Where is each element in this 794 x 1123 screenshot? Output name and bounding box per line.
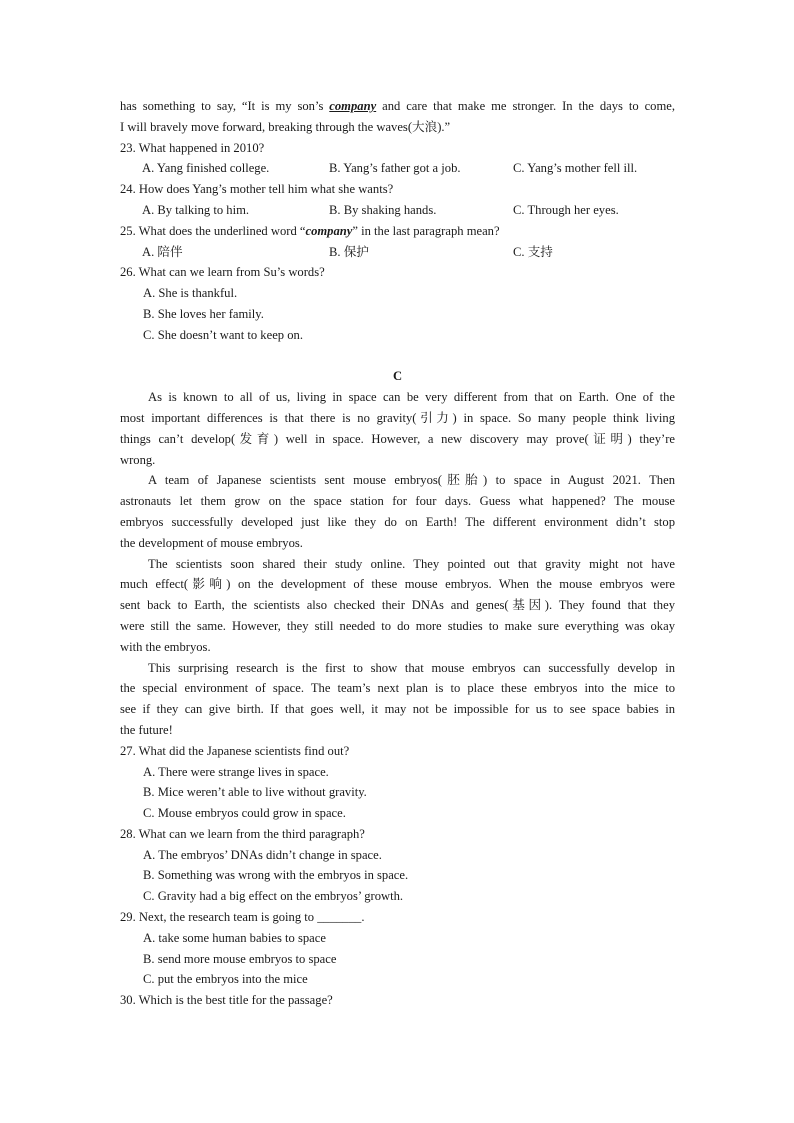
question-23-stem: 23. What happened in 2010? xyxy=(120,140,265,155)
question-23-option-a[interactable]: A. Yang finished college. xyxy=(142,161,270,176)
passage-p4-line: the special environment of space. The team’s next plan is to place these embryos into the mice to xyxy=(120,681,675,696)
question-23-option-c[interactable]: C. Yang’s mother fell ill. xyxy=(513,161,638,176)
exam-page xyxy=(120,96,675,1011)
question-24-option-a[interactable]: A. By talking to him. xyxy=(142,202,250,217)
question-25-options xyxy=(120,242,675,263)
question-29-option-b[interactable]: B. send more mouse embryos to space xyxy=(143,951,337,966)
passage-p1-line: As is known to all of us, living in space can be very different from that on Earth. One of the xyxy=(148,390,675,405)
intro-line-1: has something to say, “It is my son’s company and care that make me stronger. In the days to come, xyxy=(120,99,675,113)
passage-p2-line: embryos successfully developed just like they do on Earth! The different environment didn’t stop xyxy=(120,514,675,529)
passage-p4-line: This surprising research is the first to show that mouse embryos can successfully develop in xyxy=(148,660,675,675)
question-26-option-b[interactable]: B. She loves her family. xyxy=(143,306,264,321)
quoted-word-company: company xyxy=(305,223,353,238)
question-26-stem: 26. What can we learn from Su’s words? xyxy=(120,265,325,280)
passage-p3-line: The scientists soon shared their study online. They pointed out that gravity might not have xyxy=(148,556,675,571)
question-23-options xyxy=(120,158,675,179)
question-26-option-c[interactable]: C. She doesn’t want to keep on. xyxy=(143,327,303,342)
passage-p3-line: were still the same. However, they still needed to do more studies to make sure everything was okay xyxy=(120,618,675,633)
underlined-word-company: company xyxy=(329,99,377,113)
question-26-option-a[interactable]: A. She is thankful. xyxy=(143,286,238,301)
question-29-stem: 29. Next, the research team is going to _______. xyxy=(120,910,365,925)
section-c-heading: C xyxy=(392,369,403,384)
question-24-options xyxy=(120,200,675,221)
passage-p4-line: see if they can give birth. If that goes well, it may not be impossible for us to see space babies in xyxy=(120,702,675,717)
question-23-option-b[interactable]: B. Yang’s father got a job. xyxy=(329,161,461,176)
passage-p3-line: sent back to Earth, the scientists also checked their DNAs and genes(基因). They found that they xyxy=(120,598,675,613)
question-24-option-b[interactable]: B. By shaking hands. xyxy=(329,202,437,217)
passage-p2-line: A team of Japanese scientists sent mouse embryos(胚胎) to space in August 2021. Then xyxy=(148,473,675,488)
question-27-option-a[interactable]: A. There were strange lives in space. xyxy=(143,764,329,779)
question-27-stem: 27. What did the Japanese scientists find out? xyxy=(120,743,350,758)
passage-p1-line: things can’t develop(发育) well in space. However, a new discovery may prove(证明) they’re xyxy=(120,431,675,446)
question-30-stem: 30. Which is the best title for the passage? xyxy=(120,993,333,1008)
passage-p2-line: astronauts let them grow on the space station for four days. Guess what happened? The mouse xyxy=(120,494,675,509)
question-29-option-c[interactable]: C. put the embryos into the mice xyxy=(143,972,308,987)
passage-p3-line: with the embryos. xyxy=(120,639,211,654)
passage-p1-line: most important differences is that there is no gravity(引力) in space. So many people think living xyxy=(120,410,675,425)
question-25-option-a[interactable]: A. 陪伴 xyxy=(142,244,183,259)
passage-p1-line: wrong. xyxy=(120,452,156,467)
question-28-option-c[interactable]: C. Gravity had a big effect on the embryos’ growth. xyxy=(143,889,404,904)
question-28-option-b[interactable]: B. Something was wrong with the embryos in space. xyxy=(143,868,409,883)
passage-p4-line: the future! xyxy=(120,722,173,737)
question-27-option-c[interactable]: C. Mouse embryos could grow in space. xyxy=(143,806,346,821)
question-28-option-a[interactable]: A. The embryos’ DNAs didn’t change in space. xyxy=(143,847,382,862)
passage-p2-line: the development of mouse embryos. xyxy=(120,535,303,550)
question-27-option-b[interactable]: B. Mice weren’t able to live without gravity. xyxy=(143,785,367,800)
question-28-stem: 28. What can we learn from the third paragraph? xyxy=(120,826,365,841)
question-29-option-a[interactable]: A. take some human babies to space xyxy=(143,930,326,945)
question-25-stem: 25. What does the underlined word “company” in the last paragraph mean? xyxy=(120,223,500,238)
intro-line-2: I will bravely move forward, breaking through the waves(大浪).” xyxy=(120,119,451,134)
question-24-stem: 24. How does Yang’s mother tell him what she wants? xyxy=(120,182,394,197)
passage-p3-line: much effect(影响) on the development of these mouse embryos. When the mouse embryos were xyxy=(120,577,675,592)
question-25-option-c[interactable]: C. 支持 xyxy=(513,244,553,259)
question-25-option-b[interactable]: B. 保护 xyxy=(329,244,369,259)
question-24-option-c[interactable]: C. Through her eyes. xyxy=(513,202,619,217)
